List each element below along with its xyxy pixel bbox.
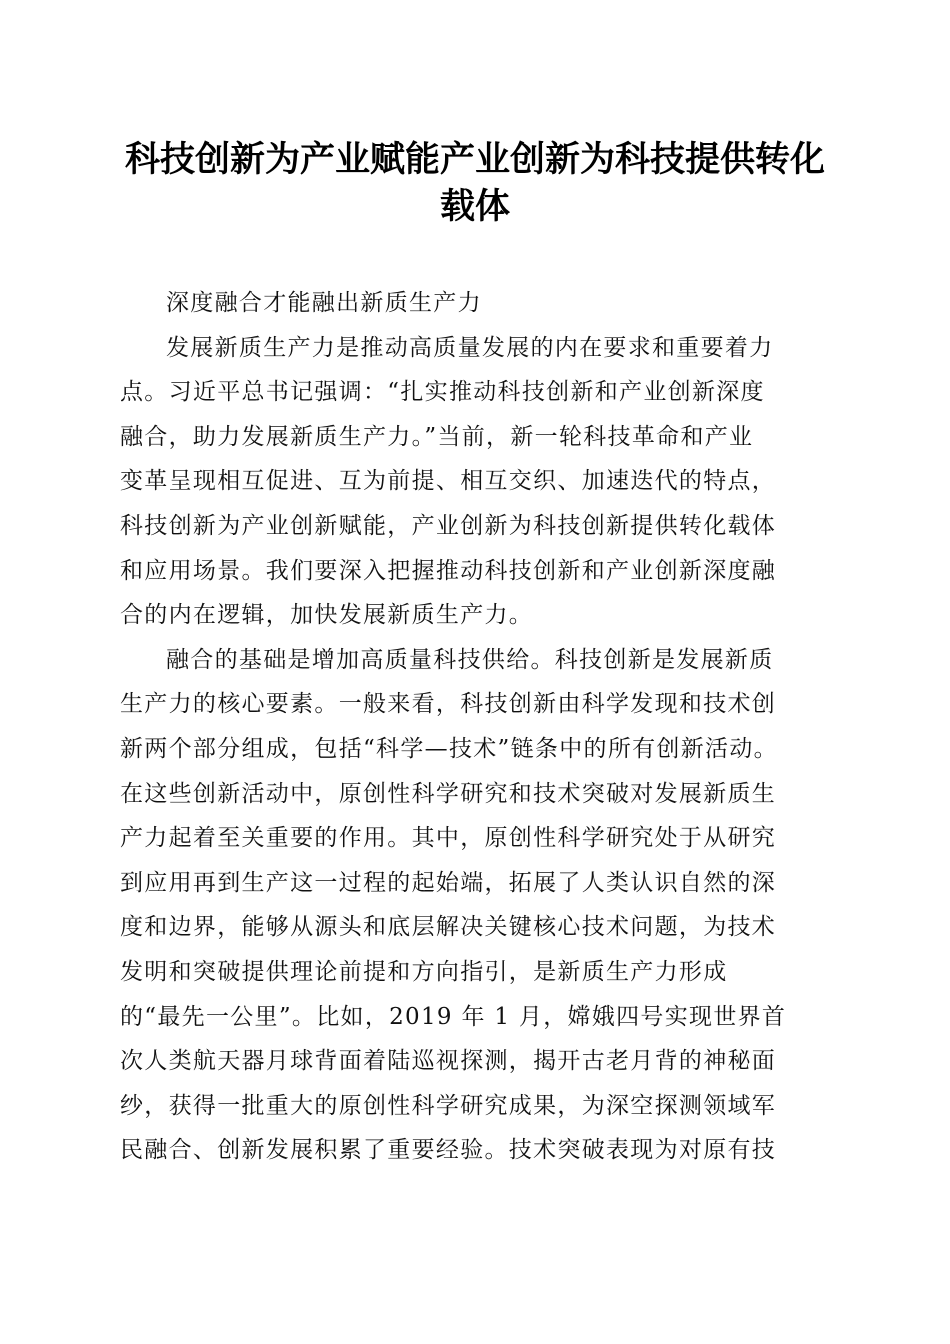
text-line: 度和边界，能够从源头和底层解决关键核心技术问题，为技术 xyxy=(120,914,777,941)
text-line: 民融合、创新发展积累了重要经验。技术突破表现为对原有技 xyxy=(120,1137,777,1164)
text-line: 纱，获得一批重大的原创性科学研究成果，为深空探测领域军 xyxy=(120,1092,777,1119)
text-line: 在这些创新活动中，原创性科学研究和技术突破对发展新质生 xyxy=(120,780,777,807)
text-line: 科技创新为产业创新赋能，产业创新为科技创新提供转化载体 xyxy=(120,512,777,539)
document-body xyxy=(120,281,832,1173)
text-line: 到应用再到生产这一过程的起始端，拓展了人类认识自然的深 xyxy=(120,869,777,896)
text-line: 的“最先一公里”。比如，2019 年 1 月，嫦娥四号实现世界首 xyxy=(120,1003,787,1030)
text-line: 生产力的核心要素。一般来看，科技创新由科学发现和技术创 xyxy=(120,691,777,718)
title-line-1: 科技创新为产业赋能产业创新为科技提供转化 xyxy=(124,139,825,180)
title-line-2: 载体 xyxy=(439,186,510,227)
paragraph-2 xyxy=(120,638,832,1173)
text-line: 变革呈现相互促进、互为前提、相互交织、加速迭代的特点， xyxy=(120,468,777,495)
text-line: 合的内在逻辑，加快发展新质生产力。 xyxy=(120,602,534,629)
text-line: 产力起着至关重要的作用。其中，原创性科学研究处于从研究 xyxy=(120,825,777,852)
text-line: 发明和突破提供理论前提和方向指引，是新质生产力形成 xyxy=(120,958,728,985)
text-line: 次人类航天器月球背面着陆巡视探测，揭开古老月背的神秘面 xyxy=(120,1048,777,1075)
text-line: 新两个部分组成，包括“科学—技术”链条中的所有创新活动。 xyxy=(120,735,778,762)
text-line: 融合的基础是增加高质量科技供给。科技创新是发展新质 xyxy=(166,646,774,673)
paragraph-1 xyxy=(120,326,832,638)
subheading-paragraph xyxy=(120,281,832,326)
text-line: 融合，助力发展新质生产力。”当前，新一轮科技革命和产业 xyxy=(120,423,754,450)
text-line: 点。习近平总书记强调：“扎实推动科技创新和产业创新深度 xyxy=(120,379,765,406)
text-line: 和应用场景。我们要深入把握推动科技创新和产业创新深度融 xyxy=(120,557,777,584)
text-line: 发展新质生产力是推动高质量发展的内在要求和重要着力 xyxy=(166,334,774,361)
text-line: 深度融合才能融出新质生产力 xyxy=(166,290,482,316)
document-title xyxy=(112,136,838,230)
